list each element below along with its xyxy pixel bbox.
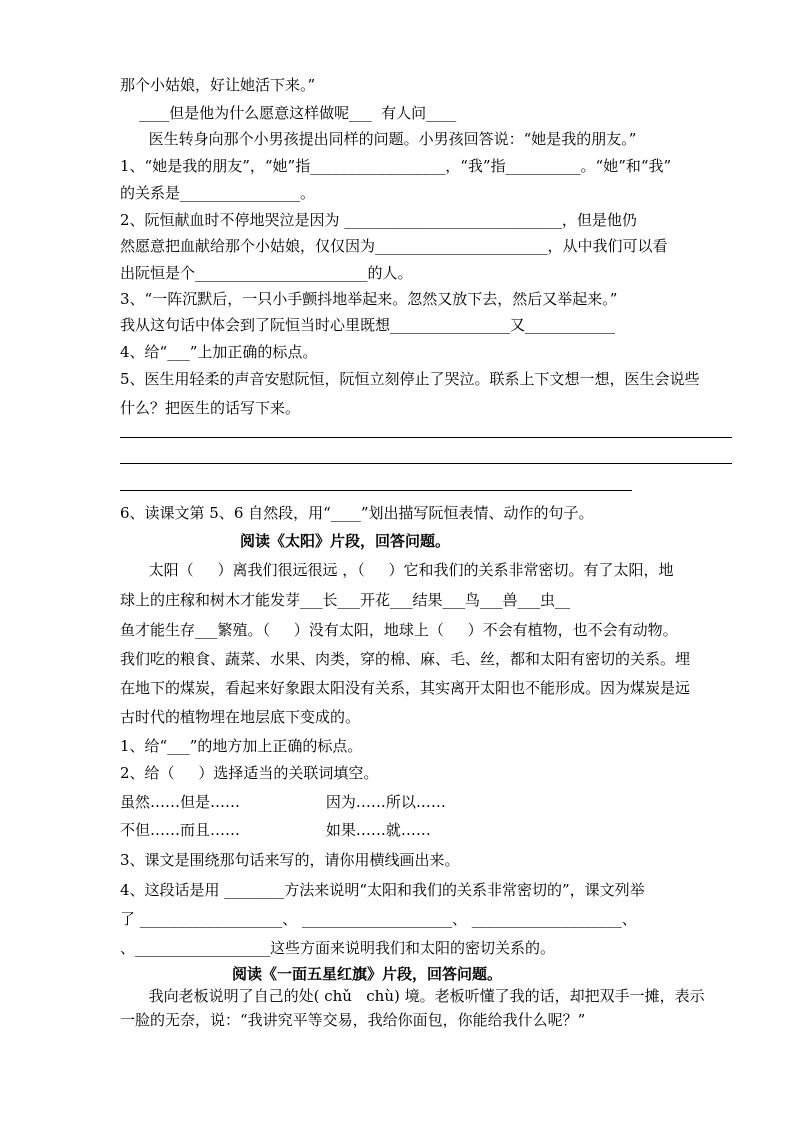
section-title-taiyang: 阅读《太阳》片段，回答问题。 (240, 532, 451, 550)
question-1: 1、给“___”的地方加上正确的标点。 (120, 737, 363, 755)
question-3: 3、课文是围绕那句话来写的，请你用横线画出来。 (120, 851, 460, 869)
question-4: 4、给“___”上加正确的标点。 (120, 343, 318, 361)
question-4: 4、这段话是用 ________方法来说明“太阳和我们的关系非常密切的”，课文列举 (120, 881, 645, 899)
question-1: 1、“她是我的朋友”，“她”指__________________，“我”指__________。“她”和“我” (120, 157, 672, 175)
question-5: 5、医生用轻柔的声音安慰阮恒，阮恒立刻停止了哭泣。联系上下文想一想，医生会说些 (120, 370, 700, 388)
question-6: 6、读课文第 5、6 自然段，用“____”划出描写阮恒表情、动作的句子。 (120, 504, 594, 522)
passage-line: 鱼才能生存___繁殖。（ ）没有太阳，地球上（ ）不会有植物，也不会有动物。 (120, 621, 678, 639)
section-title-hongqi: 阅读《一面五星红旗》片段，回答问题。 (232, 965, 503, 983)
text-line: 什么？把医生的话写下来。 (120, 399, 301, 417)
answer-line (120, 437, 732, 438)
question-2: 2、阮恒献血时不停地哭泣是因为 _____________________________，但是他仍 (120, 211, 637, 229)
answer-line (120, 490, 632, 491)
question-2: 2、给（ ）选择适当的关联词填空。 (120, 764, 379, 782)
text-line: 那个小姑娘，好让她活下来。” (120, 76, 316, 94)
text-line: 然愿意把血献给那个小姑娘，仅仅因为_______________________，从中我们可以看 (120, 237, 668, 255)
passage-line: 球上的庄稼和树木才能发芽___长___开花___结果___鸟___兽___虫__ (120, 591, 571, 609)
option-row: 不但……而且…… 如果……就…… (120, 821, 431, 839)
option-row: 虽然……但是…… 因为……所以…… (120, 793, 446, 811)
text-line: 出阮恒是个_______________________的人。 (120, 264, 413, 282)
passage-line: 我向老板说明了自己的处( chǔ chù) 境。老板听懂了我的话，却把双手一摊，表示 (120, 987, 705, 1005)
text-line: 医生转身向那个小男孩提出同样的问题。小男孩回答说：“她是我的朋友。” (120, 130, 637, 148)
answer-line (120, 463, 732, 464)
text-line: 的关系是________________。 (120, 184, 316, 202)
question-3: 3、“一阵沉默后，一只小手颤抖地举起来。忽然又放下去，然后又举起来。” (120, 290, 618, 308)
passage-line: 太阳（ ）离我们很远很远 ，（ ）它和我们的关系非常密切。有了太阳，地 (120, 561, 674, 579)
passage-line: 一脸的无奈，说：“我讲究平等交易，我给你面包，你能给我什么呢？” (120, 1011, 586, 1029)
text-line: 我从这句话中体会到了阮恒当时心里既想________________又____________ (120, 316, 616, 334)
text-line: ____但是他为什么愿意这样做呢___ 有人问____ (120, 104, 457, 122)
text-line: 了 ___________________、 ____________________、 ____________________、 (120, 910, 637, 928)
text-line: 、__________________这些方面来说明我们和太阳的密切关系的。 (120, 939, 556, 957)
passage-line: 我们吃的粮食、蔬菜、水果、肉类，穿的棉、麻、毛、丝，都和太阳有密切的关系。埋 (120, 650, 691, 668)
passage-line: 在地下的煤炭，看起来好象跟太阳没有关系，其实离开太阳也不能形成。因为煤炭是远 (120, 679, 691, 697)
passage-line: 古时代的植物埋在地层底下变成的。 (120, 708, 361, 726)
